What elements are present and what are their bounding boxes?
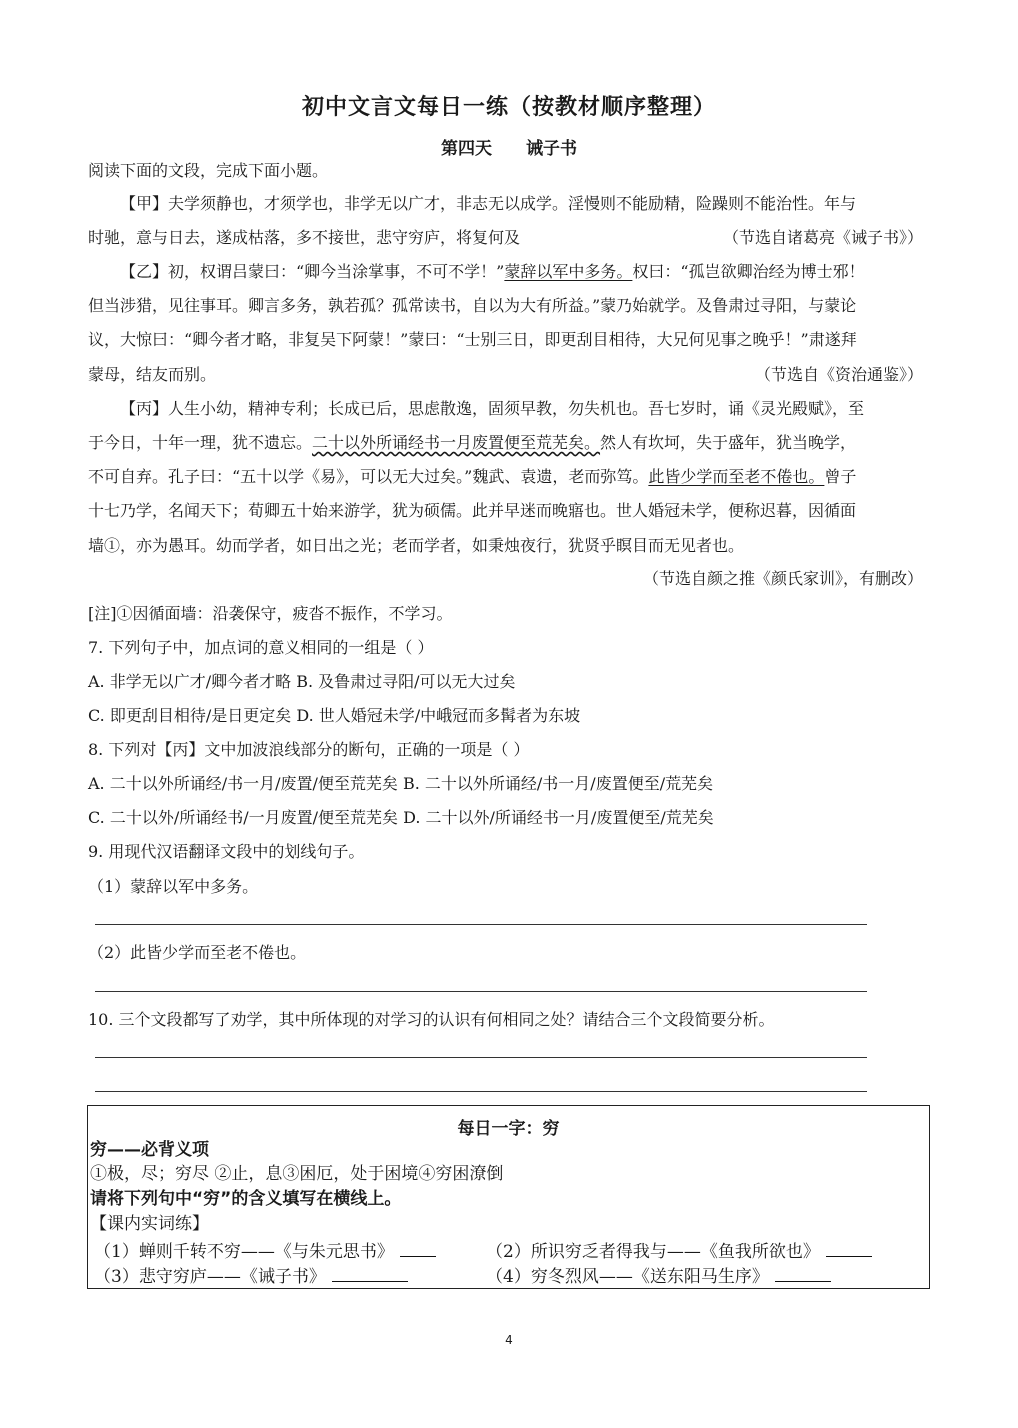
answer-line[interactable] xyxy=(95,924,867,925)
passage-b-text: 权曰：“孤岂欲卿治经为博士邪！ xyxy=(632,262,865,281)
answer-line[interactable] xyxy=(95,1091,867,1092)
annotation-note: [注]①因循面墙：沿袭保守，疲沓不振作，不学习。 xyxy=(88,604,453,623)
practice-section-label: 【课内实词练】 xyxy=(90,1214,209,1234)
wavy-underlined-sentence: 二十以外所诵经书一月废置便至荒芜矣。 xyxy=(312,433,601,452)
question-8-options-cd: C. 二十以外/所诵经书/一月废置/便至荒芜矣 D. 二十以外/所诵经书一月/废置便至/荒芜矣 xyxy=(88,808,714,827)
passage-a-source: （节选自诸葛亮《诫子书》） xyxy=(722,228,923,247)
passage-c-line-1: 【丙】人生小幼，精神专利；长成已后，思虑散逸，固须早教，勿失机也。吾七岁时，诵《灵光殿赋》，至 xyxy=(120,399,865,418)
exercise-4 xyxy=(486,1263,831,1289)
question-9-sentence-1: （1）蒙辞以军中多务。 xyxy=(88,877,259,896)
question-9-sentence-2: （2）此皆少学而至老不倦也。 xyxy=(88,943,307,962)
passage-b-text: 【乙】初，权谓吕蒙曰：“卿今当涂掌事，不可不学！” xyxy=(120,262,505,281)
exercise-3 xyxy=(94,1263,408,1289)
passage-c-line-2 xyxy=(88,432,856,454)
question-9-stem: 9. 用现代汉语翻译文段中的划线句子。 xyxy=(88,842,365,861)
answer-line[interactable] xyxy=(95,1057,867,1058)
passage-c-text: 于今日，十年一理，犹不遗忘。 xyxy=(88,433,313,452)
question-7-options-cd: C. 即更刮目相待/是日更定矣 D. 世人婚冠未学/中峨冠而多髯者为东坡 xyxy=(88,706,581,725)
exercise-3-text: （3）悲守穷庐——《诫子书》 xyxy=(94,1267,326,1287)
daily-character-title: 每日一字：穷 xyxy=(457,1119,560,1139)
underlined-sentence-2: 此皆少学而至老不倦也。 xyxy=(648,467,825,486)
question-7-stem: 7. 下列句子中，加点词的意义相同的一组是（ ） xyxy=(88,638,434,657)
passage-c-line-3 xyxy=(88,466,856,488)
meanings-heading: 穷——必背义项 xyxy=(90,1140,209,1160)
exercise-2-text: （2）所识穷乏者得我与——《鱼我所欲也》 xyxy=(486,1242,820,1262)
instructions: 阅读下面的文段，完成下面小题。 xyxy=(88,161,329,180)
passage-b-line-1 xyxy=(120,261,865,283)
answer-blank[interactable] xyxy=(332,1263,408,1282)
passage-c-line-4: 十七乃学，名闻天下；荀卿五十始来游学，犹为硕儒。此并早迷而晚寤也。世人婚冠未学，便称迟暮，因循面 xyxy=(88,501,857,520)
question-7-options-ab: A. 非学无以广才/卿今者才略 B. 及鲁肃过寻阳/可以无大过矣 xyxy=(88,672,516,691)
passage-c-text: 曾子 xyxy=(824,467,857,486)
answer-blank[interactable] xyxy=(826,1238,872,1257)
passage-c-text: 不可自弃。孔子曰：“五十以学《易》，可以无大过矣。”魏武、袁遗，老而弥笃。 xyxy=(88,467,649,486)
day-label: 第四天 xyxy=(441,139,493,159)
answer-line[interactable] xyxy=(95,991,867,992)
lesson-name: 诫子书 xyxy=(525,139,577,159)
exercise-4-text: （4）穷冬烈风——《送东阳马生序》 xyxy=(486,1267,769,1287)
underlined-sentence-1: 蒙辞以军中多务。 xyxy=(504,262,633,281)
daily-character-box xyxy=(87,1105,930,1289)
answer-blank[interactable] xyxy=(775,1263,831,1282)
passage-b-line-2: 但当涉猎，见往事耳。卿言多务，孰若孤？孤常读书，自以为大有所益。”蒙乃始就学。及鲁肃过寻阳，与蒙论 xyxy=(88,296,857,315)
page-number: 4 xyxy=(505,1333,513,1347)
lesson-subtitle xyxy=(0,134,1018,159)
meanings-list: ①极，尽；穷尽 ②止，息③困厄，处于困境④穷困潦倒 xyxy=(90,1164,504,1184)
question-8-stem: 8. 下列对【丙】文中加波浪线部分的断句，正确的一项是（ ） xyxy=(88,740,530,759)
passage-b-line-4: 蒙母，结友而别。 xyxy=(88,365,217,384)
passage-a-line-2: 时驰，意与日去，遂成枯落，多不接世，悲守穷庐，将复何及 xyxy=(88,228,521,247)
exercise-2 xyxy=(486,1238,872,1264)
exercise-1 xyxy=(94,1238,436,1264)
question-10-stem: 10. 三个文段都写了劝学，其中所体现的对学习的认识有何相同之处？请结合三个文段简要分析。 xyxy=(88,1010,775,1029)
exercise-1-text: （1）蝉则千转不穷——《与朱元思书》 xyxy=(94,1242,394,1262)
passage-b-line-3: 议，大惊曰：“卿今者才略，非复吴下阿蒙！”蒙曰：“士别三日，即更刮目相待，大兄何见事之晚乎！”肃遂拜 xyxy=(88,330,857,349)
fill-instruction: 请将下列句中“穷”的含义填写在横线上。 xyxy=(90,1189,402,1209)
passage-a-line-1: 【甲】夫学须静也，才须学也，非学无以广才，非志无以成学。淫慢则不能励精，险躁则不能治性。年与 xyxy=(120,194,857,213)
answer-blank[interactable] xyxy=(400,1238,436,1257)
passage-c-text: 然人有坎坷，失于盛年，犹当晚学， xyxy=(600,433,857,452)
passage-c-line-5: 墙①，亦为愚耳。幼而学者，如日出之光；老而学者，如秉烛夜行，犹贤乎瞑目而无见者也。 xyxy=(88,536,745,555)
passage-c-source: （节选自颜之推《颜氏家训》，有删改） xyxy=(642,569,923,588)
page-title: 初中文言文每日一练（按教材顺序整理） xyxy=(301,95,716,120)
question-8-options-ab: A. 二十以外所诵经/书一月/废置/便至荒芜矣 B. 二十以外所诵经/书一月/废置便至/荒芜矣 xyxy=(88,774,714,793)
passage-b-source: （节选自《资治通鉴》） xyxy=(754,365,923,384)
